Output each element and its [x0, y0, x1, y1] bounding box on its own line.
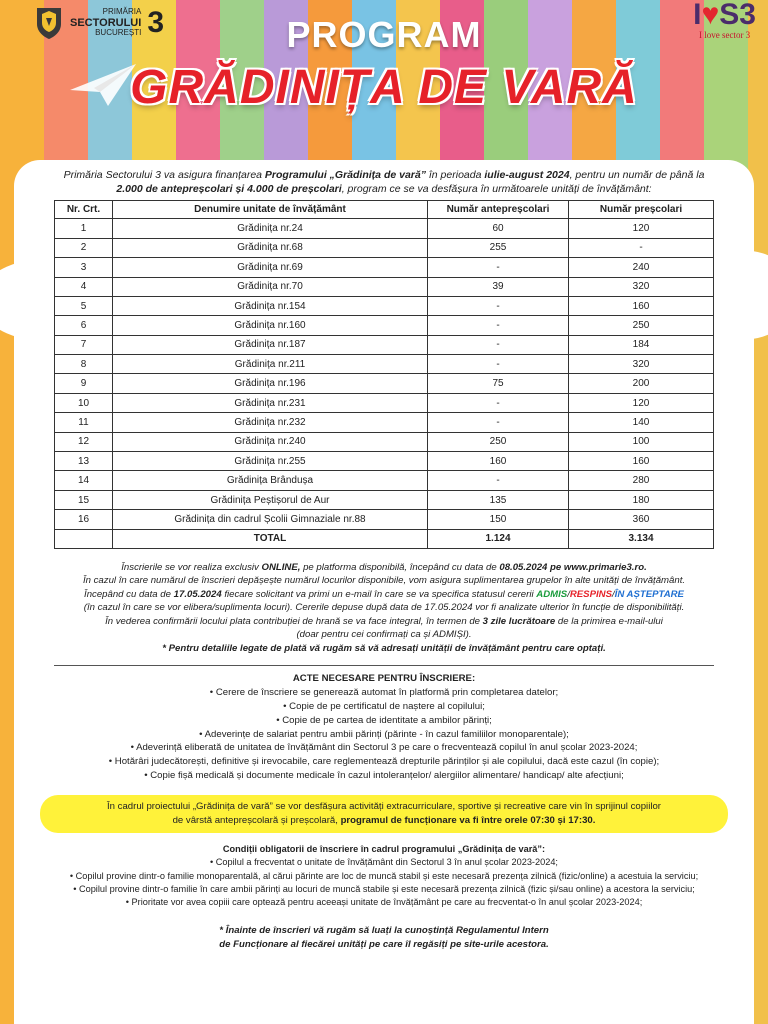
- table-row: [55, 219, 714, 238]
- preschool-count: 250: [569, 316, 714, 335]
- table-row: [55, 355, 714, 374]
- unit-name: Grădinița nr.255: [113, 452, 428, 471]
- note-text: Înscrierile se vor realiza exclusiv: [121, 561, 262, 573]
- unit-name: Grădinița nr.187: [113, 335, 428, 354]
- unit-name: Grădinița Brândușa: [113, 471, 428, 490]
- unit-name: Grădinița nr.240: [113, 432, 428, 451]
- note-line: (în cazul în care se vor elibera/suplimenta locuri). Cererile depuse după data de 17.05.2024 vor fi analizate ulterior în funcție de disponibilități.: [83, 602, 685, 614]
- table-row: [55, 432, 714, 451]
- conditions-heading: Condiții obligatorii de înscriere în cadrul programului „Grădinița de vară”:: [222, 844, 546, 854]
- row-number: 11: [55, 413, 113, 432]
- table-row: [55, 374, 714, 393]
- table-header-row: [55, 201, 714, 219]
- love-suffix: S3: [719, 0, 756, 31]
- note-line: * Pentru detaliile legate de plată vă rugăm să vă adresați unității de învățământ pentru care optați.: [162, 642, 606, 654]
- note-line: [54, 615, 714, 628]
- note-days: 3 zile lucrătoare: [482, 615, 556, 627]
- page-title: PROGRAM: [286, 14, 482, 55]
- status-asteptare: ÎN AȘTEPTARE: [614, 588, 684, 600]
- total-antepreschool: 1.124: [428, 529, 569, 548]
- header: [0, 0, 768, 150]
- table-row: [55, 316, 714, 335]
- note-line: [54, 561, 714, 574]
- unit-name: Grădinița nr.196: [113, 374, 428, 393]
- status-admis: ADMIS: [536, 588, 568, 600]
- status-respins: RESPINS: [569, 588, 612, 600]
- row-number: 12: [55, 432, 113, 451]
- status-separator: /: [611, 588, 615, 600]
- table-row: [55, 413, 714, 432]
- row-number: 3: [55, 258, 113, 277]
- antepreschool-count: 39: [428, 277, 569, 296]
- list-item: • Adeverințe de salariat pentru ambii părinți (părinte - în cazul familiilor monoparentale);: [199, 728, 569, 740]
- note-date: 17.05.2024: [173, 588, 222, 600]
- intro-program: Programului „Grădinița de vară”: [264, 169, 426, 181]
- antepreschool-count: 60: [428, 219, 569, 238]
- note-line: [54, 588, 714, 601]
- preschool-count: 180: [569, 490, 714, 509]
- unit-name: Grădinița nr.231: [113, 393, 428, 412]
- preschool-count: 240: [569, 258, 714, 277]
- row-number: 10: [55, 393, 113, 412]
- preschool-count: 280: [569, 471, 714, 490]
- final-line: de Funcționare al fiecărei unități pe care îl regăsiți pe site-urile acestora.: [219, 938, 549, 950]
- antepreschool-count: 150: [428, 510, 569, 529]
- row-number: 15: [55, 490, 113, 509]
- note-text: În vederea confirmării locului plata contribuției de hrană se va face integral, în termen de: [105, 615, 483, 627]
- final-note: [54, 924, 714, 952]
- intro-part: , pentru un număr de până la: [569, 169, 705, 181]
- antepreschool-count: 250: [428, 432, 569, 451]
- table-row: [55, 471, 714, 490]
- row-number: 8: [55, 355, 113, 374]
- list-item: • Hotărâri judecătorești, definitive și irevocabile, care reglementează drepturile părinților și ale copilului, dacă este cazul (în copie);: [108, 756, 660, 768]
- preschool-count: 184: [569, 335, 714, 354]
- table-body: [55, 219, 714, 529]
- antepreschool-count: -: [428, 355, 569, 374]
- table-total-row: [55, 529, 714, 548]
- preschool-count: 200: [569, 374, 714, 393]
- unit-name: Grădinița nr.69: [113, 258, 428, 277]
- page-subtitle: GRĂDINIȚA DE VARĂ: [130, 61, 638, 114]
- column-header: Număr antepreșcolari: [428, 201, 569, 219]
- note-text: fiecare solicitant va primi un e-mail în care se va specifica statusul cererii: [221, 588, 537, 600]
- row-number: 6: [55, 316, 113, 335]
- antepreschool-count: 160: [428, 452, 569, 471]
- table-row: [55, 490, 714, 509]
- row-number: 2: [55, 238, 113, 257]
- antepreschool-count: -: [428, 316, 569, 335]
- preschool-count: 100: [569, 432, 714, 451]
- antepreschool-count: -: [428, 471, 569, 490]
- list-item: • Copie fișă medicală și documente medicale în cazul intoleranțelor/ alergiilor alimentare/ handicap/ alte afecțiuni;: [144, 770, 624, 782]
- logo-line3: BUCUREȘTI: [95, 28, 142, 38]
- list-item: • Copilul provine dintr-o familie monoparentală, al cărui părinte are loc de muncă stabil și este necesară prezența zilnică (fizic/online) a acestuia la serviciu;: [69, 870, 699, 881]
- antepreschool-count: -: [428, 296, 569, 315]
- heart-icon: ♥: [701, 0, 720, 31]
- antepreschool-count: 135: [428, 490, 569, 509]
- table-row: [55, 452, 714, 471]
- list-item: • Cerere de înscriere se generează automat în platformă prin completarea datelor;: [209, 686, 559, 698]
- preschool-count: 140: [569, 413, 714, 432]
- table-row: [55, 335, 714, 354]
- total-preschool: 3.134: [569, 529, 714, 548]
- unit-name: Grădinița nr.160: [113, 316, 428, 335]
- list-item: • Copie de pe cartea de identitate a ambilor părinți;: [276, 714, 492, 726]
- total-empty-cell: [55, 529, 113, 548]
- required-documents: [54, 672, 714, 783]
- antepreschool-count: 255: [428, 238, 569, 257]
- table-row: [55, 258, 714, 277]
- column-header: Număr preșcolari: [569, 201, 714, 219]
- intro-numbers: 2.000 de antepreșcolari și 4.000 de preșcolari: [116, 183, 342, 196]
- note-line: (doar pentru cei confirmați ca și ADMIȘI).: [296, 629, 472, 641]
- antepreschool-count: -: [428, 258, 569, 277]
- list-item: • Copie de pe certificatul de naștere al copilului;: [283, 700, 485, 712]
- highlight-line: [50, 814, 718, 828]
- unit-name: Grădinița nr.68: [113, 238, 428, 257]
- preschool-count: 160: [569, 296, 714, 315]
- unit-name: Grădinița din cadrul Școlii Gimnaziale nr.88: [113, 510, 428, 529]
- unit-name: Grădinița nr.70: [113, 277, 428, 296]
- preschool-count: 320: [569, 355, 714, 374]
- preschool-count: 360: [569, 510, 714, 529]
- row-number: 9: [55, 374, 113, 393]
- kindergarten-table: [54, 200, 714, 549]
- row-number: 7: [55, 335, 113, 354]
- unit-name: Grădinița nr.154: [113, 296, 428, 315]
- unit-name: Grădinița nr.211: [113, 355, 428, 374]
- antepreschool-count: 75: [428, 374, 569, 393]
- unit-name: Grădinița nr.232: [113, 413, 428, 432]
- intro-period: iulie-august 2024: [484, 169, 570, 181]
- antepreschool-count: -: [428, 393, 569, 412]
- column-header: Nr. Crt.: [55, 201, 113, 219]
- table-row: [55, 510, 714, 529]
- intro-text: [54, 168, 714, 196]
- logo-number: 3: [147, 6, 164, 39]
- preschool-count: 320: [569, 277, 714, 296]
- row-number: 13: [55, 452, 113, 471]
- enrollment-conditions: [54, 843, 714, 910]
- table-row: [55, 277, 714, 296]
- row-number: 5: [55, 296, 113, 315]
- note-text: pe platforma disponibilă, începând cu data de: [300, 561, 500, 573]
- love-prefix: I: [693, 0, 702, 31]
- list-item: • Adeverință eliberată de unitatea de învățământ din Sectorul 3 pe care o frecventează copilul în anul școlar 2023-2024;: [130, 742, 638, 754]
- intro-part: , program ce se va desfășura în următoarele unități de învățământ:: [341, 183, 652, 196]
- row-number: 4: [55, 277, 113, 296]
- online-word: ONLINE,: [261, 561, 301, 573]
- row-number: 16: [55, 510, 113, 529]
- list-item: • Prioritate vor avea copiii care optează pentru aceeași unitate de învățământ pe care au frecventat-o în anul școlar 2023-2024;: [125, 897, 643, 908]
- preschool-count: 120: [569, 393, 714, 412]
- column-header: Denumire unitate de învățământ: [113, 201, 428, 219]
- program-hours: programul de funcționare va fi între orele 07:30 și 17:30.: [340, 815, 596, 827]
- preschool-count: 160: [569, 452, 714, 471]
- enrollment-notes: [54, 561, 714, 655]
- status-separator: /: [567, 588, 570, 600]
- logo-line2: SECTORULUI: [70, 16, 142, 29]
- unit-name: Grădinița nr.24: [113, 219, 428, 238]
- document-body: [14, 160, 754, 1024]
- row-number: 14: [55, 471, 113, 490]
- table-row: [55, 296, 714, 315]
- logo-line1: PRIMĂRIA: [102, 7, 142, 17]
- love-caption: I love sector 3: [698, 30, 751, 40]
- highlight-line: În cadrul proiectului „Grădinița de vară” se vor desfășura activități extracurriculare, sportive și recreative care vin în sprijinul copiilor: [106, 801, 661, 813]
- intro-part: în perioada: [425, 169, 485, 181]
- intro-part: Primăria Sectorului 3 va asigura finanțarea: [63, 169, 265, 181]
- list-item: • Copilul provine dintr-o familie în care ambii părinți au locuri de muncă stabile și este necesară prezența zilnică (fizic și/sau online) a acestora la serviciu;: [73, 884, 695, 895]
- table-row: [55, 393, 714, 412]
- table-row: [55, 238, 714, 257]
- antepreschool-count: -: [428, 335, 569, 354]
- preschool-count: -: [569, 238, 714, 257]
- total-label: TOTAL: [113, 529, 428, 548]
- list-item: • Copilul a frecventat o unitate de învățământ din Sectorul 3 în anul școlar 2023-2024;: [210, 857, 558, 868]
- divider: [54, 665, 714, 666]
- note-text: Începând cu data de: [84, 588, 174, 600]
- note-text: de la primirea e-mail-ului: [555, 615, 663, 627]
- note-line: În cazul în care numărul de înscrieri depășește numărul locurilor disponibile, vom asigura suplimentarea grupelor în alte unități de învățământ.: [82, 575, 686, 587]
- documents-heading: ACTE NECESARE PENTRU ÎNSCRIERE:: [292, 672, 476, 684]
- highlight-text: de vârstă antepreșcolară și preșcolară,: [172, 815, 341, 827]
- website-link[interactable]: 08.05.2024 pe www.primarie3.ro.: [499, 561, 647, 573]
- antepreschool-count: -: [428, 413, 569, 432]
- program-highlight: [40, 795, 728, 833]
- final-line: * Înainte de înscrieri vă rugăm să luați la cunoștință Regulamentul Intern: [219, 924, 549, 936]
- preschool-count: 120: [569, 219, 714, 238]
- row-number: 1: [55, 219, 113, 238]
- unit-name: Grădinița Peștișorul de Aur: [113, 490, 428, 509]
